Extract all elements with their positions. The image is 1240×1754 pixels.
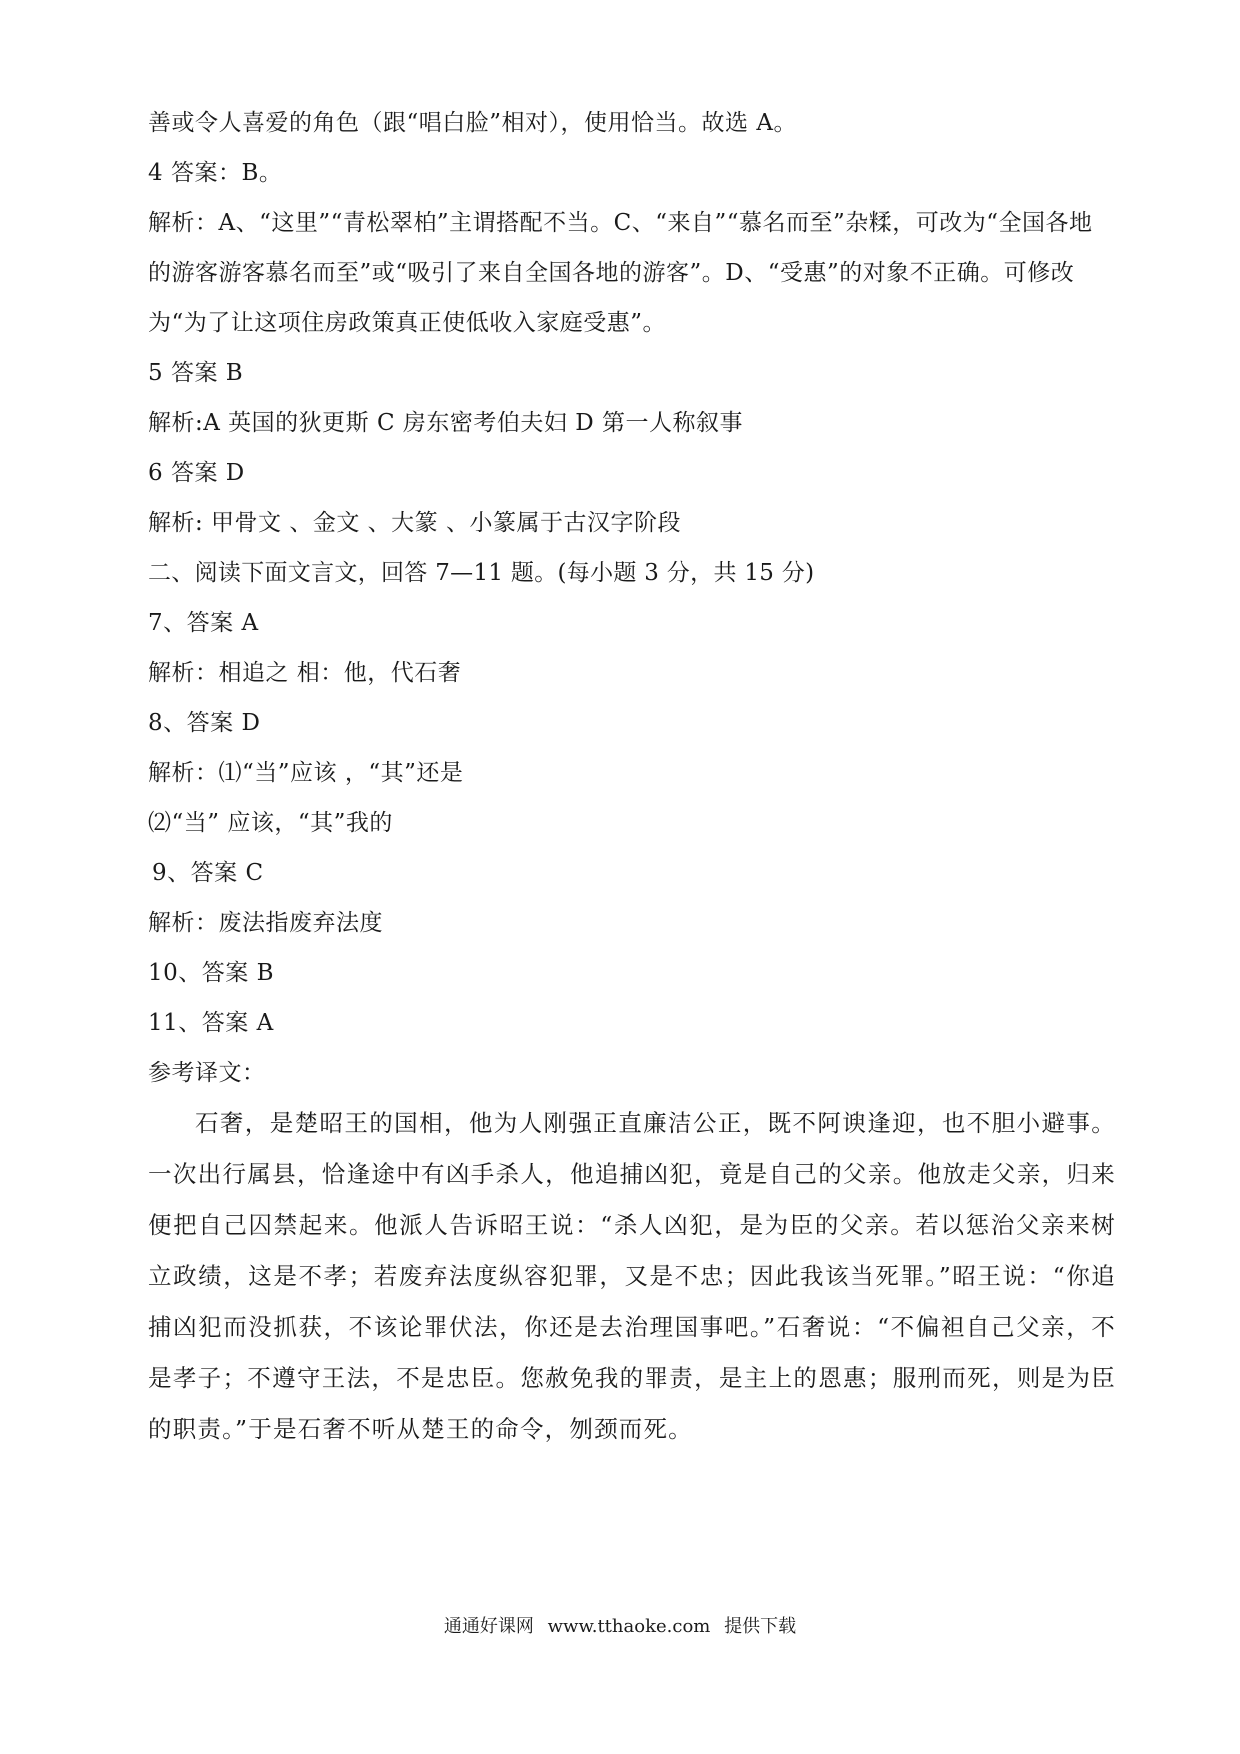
section-heading: 二、阅读下面文言文，回答 7—11 题。(每小题 3 分，共 15 分) (148, 560, 815, 586)
analysis-8-line-1: 解析：⑴“当”应该 ，“其”还是 (148, 760, 464, 786)
document-body (148, 98, 1116, 1455)
analysis-4-line-3: 为“为了让这项住房政策真正使低收入家庭受惠”。 (148, 310, 667, 336)
analysis-4-line-1: 解析：A、“这里”“青松翠柏”主谓搭配不当。C、“来自”“慕名而至”杂糅，可改为“全国各地 (148, 210, 1093, 236)
answer-5: 5 答案 B (148, 360, 244, 386)
answer-6: 6 答案 D (148, 460, 245, 486)
text-line: 善或令人喜爱的角色（跟“唱白脸”相对），使用恰当。故选 A。 (148, 110, 797, 136)
answer-8: 8、答案 D (148, 710, 261, 736)
answer-10: 10、答案 B (148, 960, 274, 986)
analysis-4-line-2: 的游客游客慕名而至”或“吸引了来自全国各地的游客”。D、“受惠”的对象不正确。可修改 (148, 260, 1075, 286)
analysis-7: 解析：相追之 相：他，代石奢 (148, 660, 462, 686)
footer-suffix: 提供下载 (724, 1616, 797, 1637)
page-footer (0, 1612, 1240, 1638)
translation-block (148, 1098, 1116, 1455)
answer-11: 11、答案 A (148, 1010, 274, 1036)
answer-9: 9、答案 C (152, 860, 264, 886)
analysis-9: 解析：废法指废弃法度 (148, 910, 383, 936)
analysis-6: 解析: 甲骨文 、金文 、大篆 、小篆属于古汉字阶段 (148, 510, 681, 536)
answer-7: 7、答案 A (148, 610, 259, 636)
translation-label: 参考译文： (148, 1060, 266, 1086)
footer-url: www.tthaoke.com (547, 1616, 711, 1637)
analysis-5: 解析:A 英国的狄更斯 C 房东密考伯夫妇 D 第一人称叙事 (148, 410, 743, 436)
translation-paragraph: 石奢，是楚昭王的国相，他为人刚强正直廉洁公正，既不阿谀逢迎，也不胆小避事。一次出行属县，恰逢途中有凶手杀人，他追捕凶犯，竟是自己的父亲。他放走父亲，归来便把自己囚禁起来。他派人告诉昭王说：“杀人凶犯，是为臣的父亲。若以惩治父亲来树立政绩，这是不孝；若废弃法度纵容犯罪，又是不忠；因此我该当死罪。”昭王说：“你追捕凶犯而没抓获，不该论罪伏法，你还是去治理国事吧。”石奢说：“不偏袒自己父亲，不是孝子；不遵守王法，不是忠臣。您赦免我的罪责，是主上的恩惠；服刑而死，则是为臣的职责。”于是石奢不听从楚王的命令，刎颈而死。 (148, 1109, 1116, 1443)
footer-site-name: 通通好课网 (443, 1616, 534, 1637)
answer-4: 4 答案：B。 (148, 160, 283, 186)
analysis-8-line-2: ⑵“当” 应该，“其”我的 (148, 810, 393, 836)
